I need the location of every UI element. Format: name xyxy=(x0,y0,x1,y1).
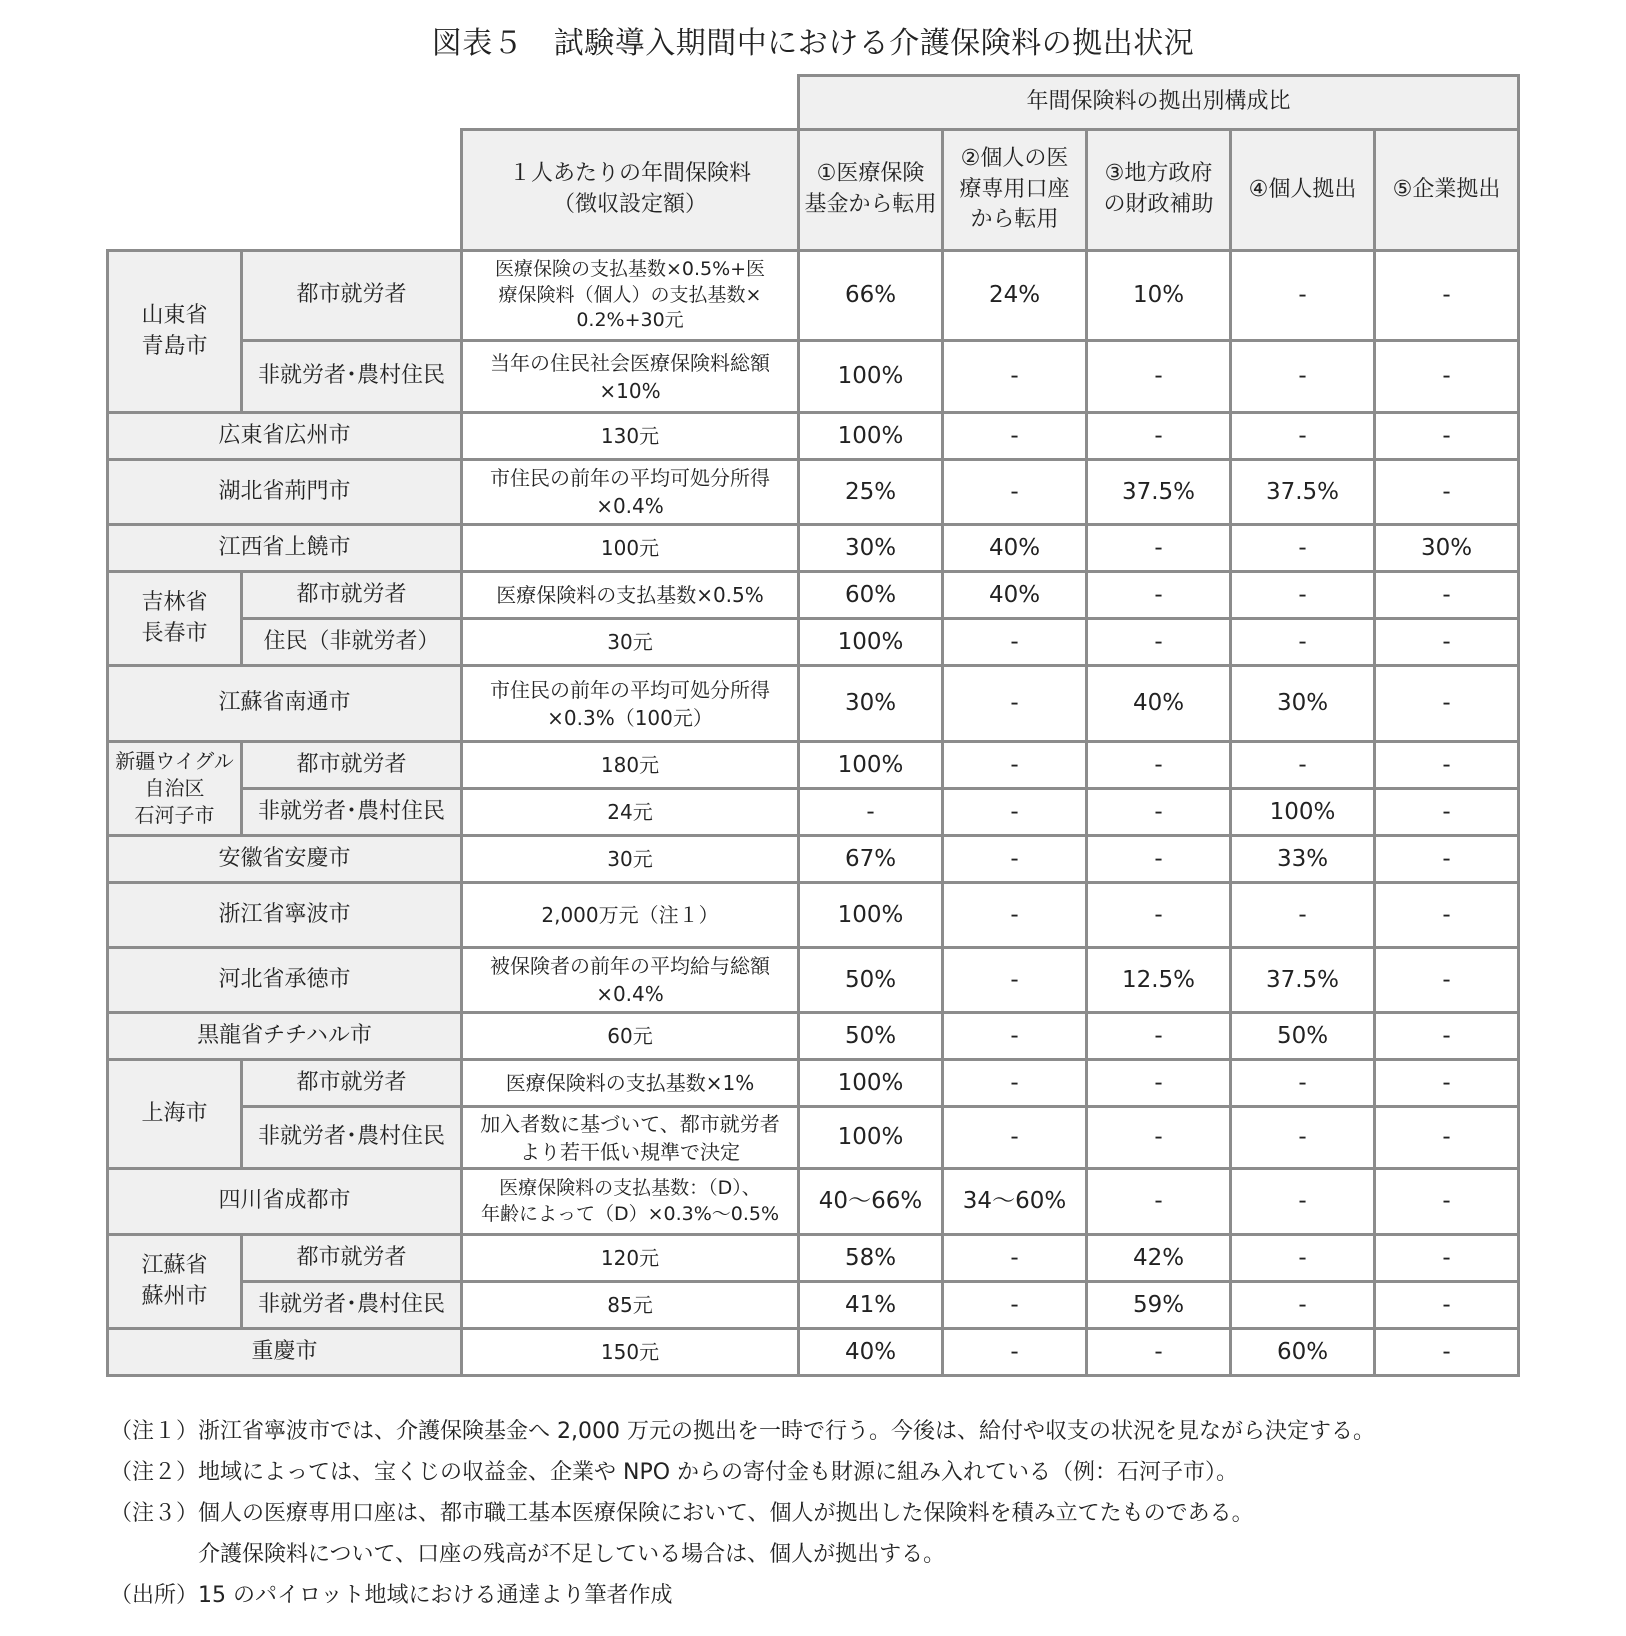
fee-cell: 150元 xyxy=(462,1329,799,1376)
share-cell: - xyxy=(1375,251,1519,341)
share-cell: - xyxy=(1231,619,1375,666)
fee-line: ×0.3%（100元） xyxy=(547,705,713,730)
share-cell: - xyxy=(943,619,1087,666)
share-cell: 50% xyxy=(1231,1013,1375,1060)
fee-line: 医療保険の支払基数×0.5%+医 xyxy=(494,258,766,281)
page-title: 図表５ 試験導入期間中における介護保険料の拠出状況 xyxy=(431,26,1195,61)
table-row xyxy=(108,341,1519,413)
fee-line: 医療保険料の支払基数：（D）、 xyxy=(499,1176,761,1199)
fee-cell: 130元 xyxy=(462,413,799,460)
share-cell: 40% xyxy=(1087,666,1231,742)
share-cell: 33% xyxy=(1231,836,1375,883)
share-cell: - xyxy=(799,789,943,836)
share-cell: - xyxy=(1231,1169,1375,1235)
source-label: （出所） xyxy=(110,1583,199,1608)
share-cell: - xyxy=(1375,572,1519,619)
table-row xyxy=(108,1235,1519,1282)
share-cell: - xyxy=(943,666,1087,742)
table-row xyxy=(108,1107,1519,1169)
share-cell: - xyxy=(1087,525,1231,572)
share-cell: - xyxy=(943,742,1087,789)
share-cell: 30% xyxy=(1231,666,1375,742)
header-col1-line1: ①医療保険 xyxy=(816,161,925,187)
table-row xyxy=(108,1060,1519,1107)
share-cell: 40～66% xyxy=(799,1169,943,1235)
share-cell: 100% xyxy=(1231,789,1375,836)
share-cell: - xyxy=(1087,836,1231,883)
region-cell-shanghai: 上海市 xyxy=(108,1060,242,1169)
share-cell: 66% xyxy=(799,251,943,341)
header-col2-line3: から転用 xyxy=(970,207,1059,233)
subgroup-cell: 都市就労者 xyxy=(242,742,462,789)
share-cell: - xyxy=(1375,1282,1519,1329)
region-cell: 江蘇省南通市 xyxy=(108,666,462,742)
share-cell: - xyxy=(1375,1169,1519,1235)
share-cell: 100% xyxy=(799,883,943,948)
fee-line: 加入者数に基づいて、都市就労者 xyxy=(480,1111,780,1136)
header-col2-line2: 療専用口座 xyxy=(959,176,1070,202)
share-cell: 24% xyxy=(943,251,1087,341)
region-line: 吉林省 xyxy=(141,589,208,615)
table-row xyxy=(108,836,1519,883)
share-cell: 59% xyxy=(1087,1282,1231,1329)
note-text: 地域によっては、宝くじの収益金、企業や NPO からの寄付金も財源に組み入れている（例：石河子市）。 xyxy=(198,1460,1239,1485)
header-blank-left xyxy=(108,130,462,251)
subgroup-cell: 都市就労者 xyxy=(242,1060,462,1107)
subgroup-cell: 非就労者･農村住民 xyxy=(242,1282,462,1329)
header-blank xyxy=(108,76,799,130)
share-cell: 30% xyxy=(799,666,943,742)
share-cell: 37.5% xyxy=(1231,948,1375,1013)
source-note xyxy=(110,1575,1590,1616)
share-cell: 25% xyxy=(799,460,943,525)
fee-line: 被保険者の前年の平均給与総額 xyxy=(490,954,770,978)
share-cell: - xyxy=(1375,460,1519,525)
note-2 xyxy=(110,1452,1590,1493)
fee-cell xyxy=(462,1107,799,1169)
fee-line: 市住民の前年の平均可処分所得 xyxy=(490,466,770,490)
fee-cell: 60元 xyxy=(462,1013,799,1060)
share-cell: - xyxy=(943,1235,1087,1282)
header-col-local-gov xyxy=(1087,130,1231,251)
share-cell: - xyxy=(1231,341,1375,413)
region-cell-qingdao xyxy=(108,251,242,413)
region-cell: 四川省成都市 xyxy=(108,1169,462,1235)
table-row xyxy=(108,1013,1519,1060)
subgroup-cell: 都市就労者 xyxy=(242,572,462,619)
share-cell: - xyxy=(1087,413,1231,460)
share-cell: - xyxy=(1375,341,1519,413)
region-cell: 浙江省寧波市 xyxy=(108,883,462,948)
note-text: 浙江省寧波市では、介護保険基金へ 2,000 万元の拠出を一時で行う。今後は、給付や収支の状況を見ながら決定する。 xyxy=(198,1419,1375,1444)
share-cell: - xyxy=(943,1329,1087,1376)
share-cell: - xyxy=(1087,1060,1231,1107)
share-cell: - xyxy=(1375,742,1519,789)
fee-cell: 100元 xyxy=(462,525,799,572)
note-3-continued xyxy=(110,1534,1590,1575)
region-cell: 江西省上饒市 xyxy=(108,525,462,572)
header-composition-group: 年間保険料の拠出別構成比 xyxy=(799,76,1519,130)
share-cell: 100% xyxy=(799,742,943,789)
fee-cell xyxy=(462,251,799,341)
share-cell: - xyxy=(1087,1013,1231,1060)
share-cell: 100% xyxy=(799,619,943,666)
fee-cell: 30元 xyxy=(462,836,799,883)
share-cell: 50% xyxy=(799,1013,943,1060)
region-cell-suzhou xyxy=(108,1235,242,1329)
note-label: （注３） xyxy=(110,1501,199,1526)
share-cell: 12.5% xyxy=(1087,948,1231,1013)
note-label: （注１） xyxy=(110,1419,199,1444)
share-cell: - xyxy=(1231,1060,1375,1107)
share-cell: - xyxy=(1231,525,1375,572)
header-annual-fee-line2: （徴収設定額） xyxy=(552,192,707,217)
region-line: 石河子市 xyxy=(134,803,215,827)
share-cell: - xyxy=(1087,341,1231,413)
region-line: 自治区 xyxy=(144,776,205,800)
share-cell: 60% xyxy=(1231,1329,1375,1376)
share-cell: - xyxy=(943,1282,1087,1329)
header-col-company: ⑤企業拠出 xyxy=(1375,130,1519,251)
fee-line: 当年の住民社会医療保険料総額 xyxy=(490,350,770,375)
region-cell: 安徽省安慶市 xyxy=(108,836,462,883)
region-line: 蘇州市 xyxy=(141,1283,208,1309)
share-cell: - xyxy=(1087,572,1231,619)
share-cell: - xyxy=(1375,1107,1519,1169)
fee-cell xyxy=(462,460,799,525)
share-cell: - xyxy=(943,1013,1087,1060)
note-3 xyxy=(110,1493,1590,1534)
share-cell: 37.5% xyxy=(1087,460,1231,525)
subgroup-cell: 非就労者･農村住民 xyxy=(242,341,462,413)
share-cell: - xyxy=(1375,883,1519,948)
region-cell: 黒龍省チチハル市 xyxy=(108,1013,462,1060)
table-row xyxy=(108,619,1519,666)
region-cell: 湖北省荊門市 xyxy=(108,460,462,525)
share-cell: 60% xyxy=(799,572,943,619)
fee-line: ×10% xyxy=(599,378,661,403)
source-text: 15 のパイロット地域における通達より筆者作成 xyxy=(198,1583,673,1608)
share-cell: 50% xyxy=(799,948,943,1013)
header-col2-line1: ②個人の医 xyxy=(960,145,1069,171)
share-cell: 30% xyxy=(1375,525,1519,572)
table-row xyxy=(108,251,1519,341)
share-cell: - xyxy=(943,883,1087,948)
fee-cell: 24元 xyxy=(462,789,799,836)
subgroup-cell: 非就労者･農村住民 xyxy=(242,1107,462,1169)
share-cell: - xyxy=(943,1107,1087,1169)
note-text: 個人の医療専用口座は、都市職工基本医療保険において、個人が拠出した保険料を積み立てたものである。 xyxy=(198,1501,1254,1526)
fee-cell: 180元 xyxy=(462,742,799,789)
share-cell: - xyxy=(1087,789,1231,836)
contribution-table xyxy=(106,74,1520,1377)
fee-line: より若干低い規準で決定 xyxy=(520,1139,740,1164)
share-cell: 42% xyxy=(1087,1235,1231,1282)
fee-line: 0.2%+30元 xyxy=(576,309,684,332)
share-cell: - xyxy=(1231,413,1375,460)
note-label-empty xyxy=(110,1534,198,1575)
note-1 xyxy=(110,1411,1590,1452)
share-cell: - xyxy=(1375,413,1519,460)
table-row xyxy=(108,460,1519,525)
header-annual-fee xyxy=(462,130,799,251)
share-cell: 100% xyxy=(799,1107,943,1169)
share-cell: - xyxy=(1087,1169,1231,1235)
share-cell: - xyxy=(1087,1329,1231,1376)
table-row xyxy=(108,789,1519,836)
table-row xyxy=(108,1169,1519,1235)
fee-line: 年齢によって（D）×0.3%～0.5% xyxy=(480,1202,780,1225)
region-line: 長春市 xyxy=(141,620,208,646)
share-cell: - xyxy=(1231,251,1375,341)
table-row xyxy=(108,1282,1519,1329)
header-col3-line2: の財政補助 xyxy=(1103,192,1214,217)
fee-cell: 85元 xyxy=(462,1282,799,1329)
header-col-individual: ④個人拠出 xyxy=(1231,130,1375,251)
table-row xyxy=(108,666,1519,742)
fee-cell: 医療保険料の支払基数×0.5% xyxy=(462,572,799,619)
note-text: 介護保険料について、口座の残高が不足している場合は、個人が拠出する。 xyxy=(198,1542,946,1567)
header-annual-fee-line1: １人あたりの年間保険料 xyxy=(508,161,751,187)
share-cell: - xyxy=(1087,883,1231,948)
header-col-personal-account xyxy=(943,130,1087,251)
table-row xyxy=(108,742,1519,789)
share-cell: 41% xyxy=(799,1282,943,1329)
share-cell: 58% xyxy=(799,1235,943,1282)
table-row xyxy=(108,413,1519,460)
share-cell: 100% xyxy=(799,341,943,413)
share-cell: 34～60% xyxy=(943,1169,1087,1235)
header-col3-line1: ③地方政府 xyxy=(1104,161,1213,187)
fee-cell: 医療保険料の支払基数×1% xyxy=(462,1060,799,1107)
table-row xyxy=(108,1329,1519,1376)
share-cell: - xyxy=(1087,742,1231,789)
share-cell: - xyxy=(1375,666,1519,742)
share-cell: - xyxy=(1375,619,1519,666)
share-cell: 100% xyxy=(799,1060,943,1107)
share-cell: - xyxy=(1375,948,1519,1013)
fee-cell xyxy=(462,1169,799,1235)
region-cell: 重慶市 xyxy=(108,1329,462,1376)
share-cell: 67% xyxy=(799,836,943,883)
share-cell: - xyxy=(1375,1329,1519,1376)
region-cell-changchun xyxy=(108,572,242,666)
share-cell: - xyxy=(1231,572,1375,619)
region-line: 江蘇省 xyxy=(141,1252,208,1278)
share-cell: - xyxy=(1231,883,1375,948)
header-col1-line2: 基金から転用 xyxy=(804,192,937,217)
share-cell: - xyxy=(1087,1107,1231,1169)
share-cell: - xyxy=(1375,1013,1519,1060)
share-cell: - xyxy=(1231,742,1375,789)
fee-cell: 2,000万元（注１） xyxy=(462,883,799,948)
share-cell: 40% xyxy=(799,1329,943,1376)
region-cell-shihezi xyxy=(108,742,242,836)
fee-line: 市住民の前年の平均可処分所得 xyxy=(490,677,770,702)
fee-cell xyxy=(462,666,799,742)
share-cell: - xyxy=(1375,1060,1519,1107)
share-cell: - xyxy=(1375,836,1519,883)
share-cell: - xyxy=(943,460,1087,525)
header-row-columns xyxy=(108,130,1519,251)
fee-cell xyxy=(462,948,799,1013)
share-cell: - xyxy=(1087,619,1231,666)
header-row-group xyxy=(108,76,1519,130)
subgroup-cell: 住民（非就労者） xyxy=(242,619,462,666)
note-label: （注２） xyxy=(110,1460,199,1485)
share-cell: - xyxy=(943,413,1087,460)
header-col-medical-fund xyxy=(799,130,943,251)
region-cell: 広東省広州市 xyxy=(108,413,462,460)
fee-cell xyxy=(462,341,799,413)
share-cell: - xyxy=(1375,789,1519,836)
region-line: 山東省 xyxy=(141,302,208,328)
region-line: 新疆ウイグル xyxy=(115,749,234,773)
fee-cell: 120元 xyxy=(462,1235,799,1282)
share-cell: 10% xyxy=(1087,251,1231,341)
share-cell: - xyxy=(1231,1282,1375,1329)
share-cell: - xyxy=(1375,1235,1519,1282)
share-cell: - xyxy=(943,341,1087,413)
fee-line: ×0.4% xyxy=(596,494,664,518)
notes-section xyxy=(110,1411,1590,1616)
subgroup-cell: 都市就労者 xyxy=(242,1235,462,1282)
share-cell: 30% xyxy=(799,525,943,572)
table-row xyxy=(108,572,1519,619)
table-row xyxy=(108,948,1519,1013)
subgroup-cell: 非就労者･農村住民 xyxy=(242,789,462,836)
share-cell: - xyxy=(943,948,1087,1013)
share-cell: - xyxy=(943,836,1087,883)
share-cell: 37.5% xyxy=(1231,460,1375,525)
share-cell: 40% xyxy=(943,525,1087,572)
share-cell: - xyxy=(1231,1107,1375,1169)
fee-line: ×0.4% xyxy=(596,982,664,1006)
share-cell: - xyxy=(1231,1235,1375,1282)
table-row xyxy=(108,525,1519,572)
share-cell: 100% xyxy=(799,413,943,460)
subgroup-cell: 都市就労者 xyxy=(242,251,462,341)
share-cell: - xyxy=(943,1060,1087,1107)
share-cell: - xyxy=(943,789,1087,836)
table-row xyxy=(108,883,1519,948)
share-cell: 40% xyxy=(943,572,1087,619)
region-cell: 河北省承徳市 xyxy=(108,948,462,1013)
fee-cell: 30元 xyxy=(462,619,799,666)
region-line: 青島市 xyxy=(141,333,208,359)
fee-line: 療保険料（個人）の支払基数× xyxy=(498,283,762,306)
